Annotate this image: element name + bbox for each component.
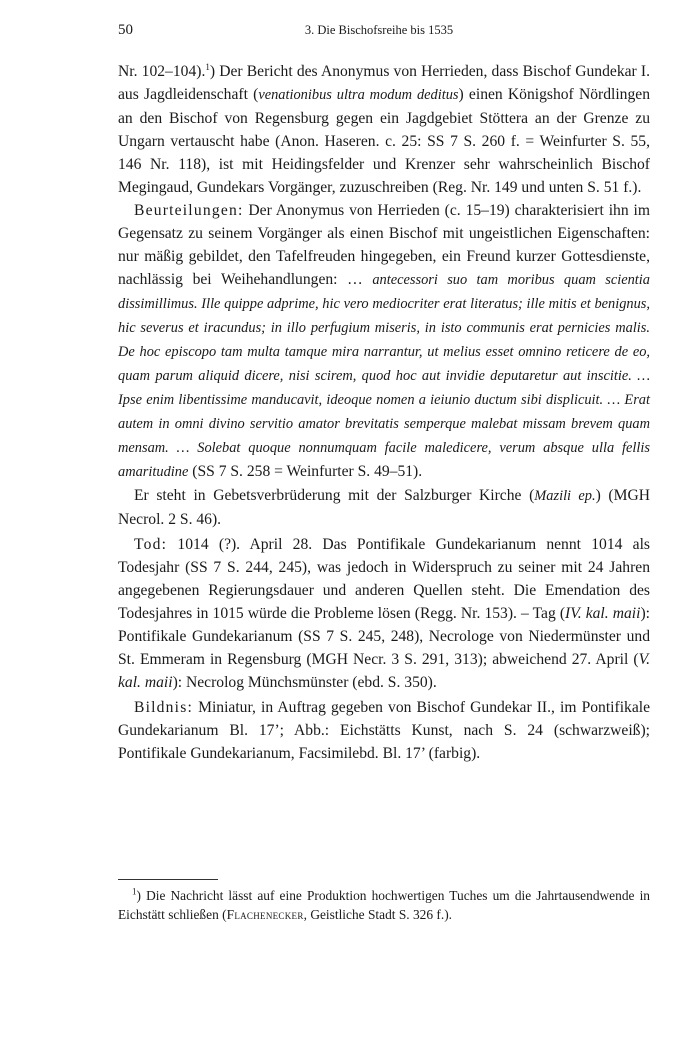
text-run: ) (MGH Necrol. 2 S. 46). — [118, 487, 650, 528]
footnote-text — [118, 886, 650, 924]
text-run: ): Necrolog Münchsmünster (ebd. S. 350). — [172, 674, 437, 691]
section-label: Beurteilungen: — [134, 202, 244, 219]
footnote-ref: 1 — [205, 61, 210, 72]
text-run: ) einen Königshof Nördlingen an den Bischof von Regensburg gegen ein Jagdgebiet Stöttera an der Grenze zu Ungarn vertauscht habe (Anon. Haseren. c. 25: SS 7 S. 260 f. = Weinfurter S. 55, 146 Nr. 118), ist mit Heidingsfelder und Krenzer sehr wahrscheinlich Bischof Megingaud, Gundekars Vorgänger, zuzuschreiben (Reg. Nr. 149 und unten S. 51 f.). — [118, 86, 650, 196]
running-title: 3. Die Bischofsreihe bis 1535 — [304, 23, 454, 37]
paragraph-beurteilungen — [118, 199, 650, 484]
footnote — [118, 886, 650, 924]
latin-quote: venationibus ultra modum deditus — [258, 87, 459, 103]
text-run: ) Die Nachricht lässt auf eine Produktion hochwertigen Tuches um die Jahrtausendwende in Eichstätt schließen ( — [118, 888, 650, 922]
text-run: 1014 (?). April 28. Das Pontifikale Gundekarianum nennt 1014 als Todesjahr (SS 7 S. 244, 245), was jedoch in Widerspruch zu seiner mit 24 Jahren angegebenen Regierungsdauer und anderen Quellen steht. Die Emendation des Todesjahres in 1015 würde die Probleme lösen (Regg. Nr. 153). – Tag ( — [118, 536, 650, 622]
text-run: Miniatur, in Auftrag gegeben von Bischof Gundekar II., im Pontifikale Gundekarianum Bl. 17’; Abb.: Eichstätts Kunst, nach S. 24 (schwarzweiß); Pontifikale Gundekarianum, Facsimilebd. Bl. 17’ (farbig). — [118, 699, 650, 762]
text-run: ): Pontifikale Gundekarianum (SS 7 S. 245, 248), Necrologe von Niedermünster und St. Emmeram in Regensburg (MGH Necr. 3 S. 291, 313); abweichend 27. April ( — [118, 605, 650, 668]
footnote-divider — [118, 879, 218, 880]
paragraph-herkunft — [118, 60, 650, 199]
text-run: ) Der Bericht des Anonymus von Herrieden, dass Bischof Gundekar I. aus Jagdleidenschaft ( — [118, 63, 650, 103]
latin-date: V. kal. maii — [118, 651, 650, 691]
text-run: , Geistliche Stadt S. 326 f.). — [303, 907, 453, 922]
section-label: Tod: — [134, 536, 168, 553]
section-label: Bildnis: — [134, 699, 193, 716]
page-number: 50 — [118, 22, 133, 38]
latin-date: IV. kal. maii — [565, 605, 641, 622]
paragraph-tod — [118, 533, 650, 694]
latin-quote: Mazili ep. — [534, 488, 596, 504]
text-run: Der Anonymus von Herrieden (c. 15–19) charakterisiert ihn im Gegensatz zu seinem Vorgänger als einen Bischof mit ungeistlichen Eigenschaften: nur mäßig gebildet, den Tafelfreuden hingegeben, ein Freund kurzer Gottesdienste, nachlässig bei Weihehandlungen: … — [118, 202, 650, 288]
latin-quote: antecessori suo tam moribus quam scientia dissimillimus. Ille quippe adprime, hic vero mediocriter erat literatus; ille mitis et benignus, hic severus et iracundus; in illo perfugium miseris, in isto communis erat pernicies malis. De hoc episcopo tam multa tamque mira narrantur, ut melius esset omnino reticere de eo, quam parum aliquid dicere, nisi scirem, quod hoc aut invidie deputaretur aut inscitie. … Ipse enim libentissime manducavit, ideoque nomen a ieiunio ductum sibi displicuit. … Erat autem in omni divino servitio amator brevitatis semperque malebat missam brevem quam mensam. … Solebat quoque nonnumquam facile maledicere, verum absque ulla fellis amaritudine — [118, 272, 650, 480]
author-name: Flachenecker — [226, 907, 304, 922]
text-run: (SS 7 S. 258 = Weinfurter S. 49–51). — [188, 463, 423, 480]
text-run: Er steht in Gebetsverbrüderung mit der Salzburger Kirche ( — [134, 487, 535, 504]
footnote-marker: 1 — [132, 886, 137, 897]
body-text — [118, 60, 650, 765]
paragraph-gebetsverbruederung — [118, 484, 650, 531]
running-head — [118, 22, 640, 42]
paragraph-bildnis — [118, 696, 650, 765]
text-run: Nr. 102–104). — [118, 63, 206, 80]
